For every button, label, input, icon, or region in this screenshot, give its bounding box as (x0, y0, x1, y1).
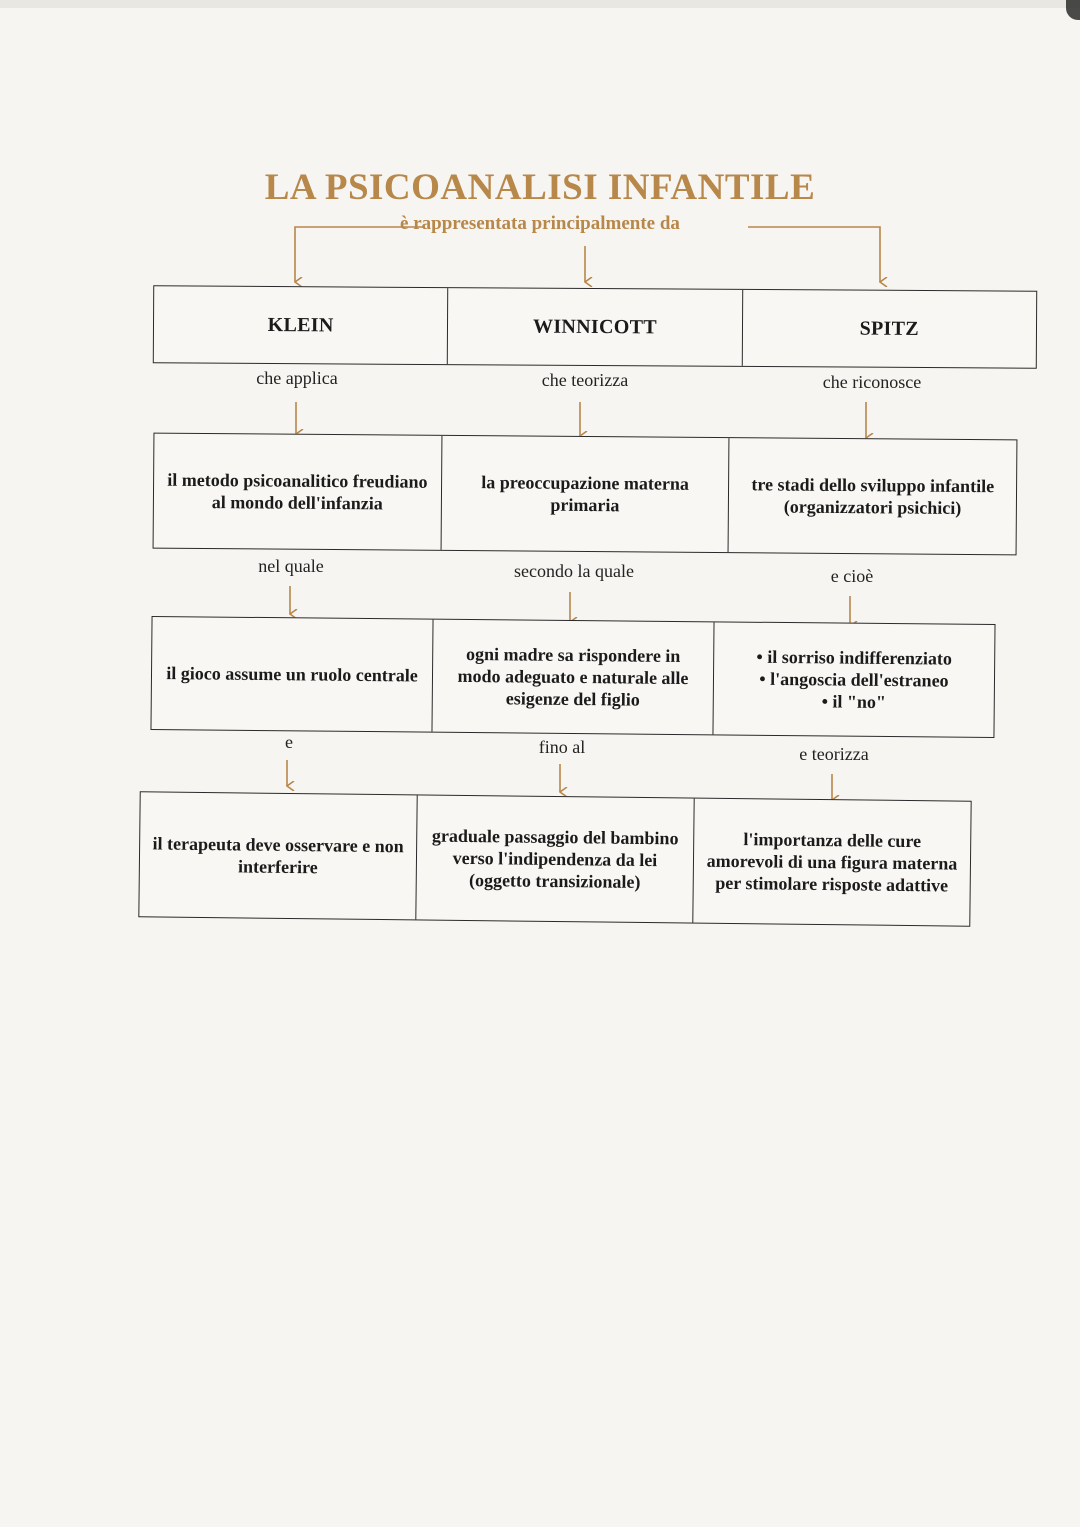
box-winnicott-1: la preoccupazione materna primaria (440, 436, 729, 552)
page-top-edge (0, 0, 1080, 8)
box-klein-1: il metodo psicoanalitico freudiano al mondo dell'infanzia (167, 469, 428, 514)
spitz-stage-2: • l'angoscia dell'estraneo (759, 668, 949, 691)
spitz-stage-3: • il "no" (821, 691, 887, 713)
conn-winnicott-3: fino al (538, 737, 586, 757)
conn-klein-3: e (285, 732, 293, 752)
conn-klein-1: che applica (256, 368, 338, 388)
conn-spitz-2: e cioè (830, 566, 874, 586)
conn-spitz-3: e teorizza (799, 744, 869, 764)
row-level-1 (153, 433, 1018, 556)
diagram-title: LA PSICOANALISI INFANTILE (264, 167, 816, 208)
top-bracket (295, 227, 880, 282)
box-klein-3: il terapeuta deve osservare e non interferire (152, 833, 404, 878)
box-winnicott-3: graduale passaggio del bambino verso l'indipendenza da lei (oggetto transizionale) (415, 795, 693, 922)
conn-klein-2: nel quale (258, 556, 324, 576)
spitz-stage-1: • il sorriso indifferenziato (756, 646, 953, 669)
diagram-subtitle: è rappresentata principalmente da (400, 213, 680, 234)
conn-spitz-1: che riconosce (822, 372, 922, 392)
conn-winnicott-2: secondo la quale (514, 561, 634, 581)
box-spitz-3: l'importanza delle cure amorevoli di una figura materna per stimolare risposte adattive (692, 799, 970, 926)
name-spitz: SPITZ (741, 290, 1036, 368)
name-klein: KLEIN (267, 314, 334, 337)
box-klein-2: il gioco assume un ruolo centrale (166, 663, 418, 686)
row-names (153, 285, 1037, 368)
row-level-2 (150, 616, 995, 738)
page-corner (1066, 0, 1080, 20)
name-winnicott: WINNICOTT (447, 288, 742, 366)
conn-winnicott-1: che teorizza (541, 370, 629, 390)
box-winnicott-2: ogni madre sa rispondere in modo adeguato e naturale alle esigenze del figlio (431, 620, 713, 735)
box-spitz-1: tre stadi dello sviluppo infantile (organizzatori psichici) (728, 438, 1017, 554)
row-level-3 (138, 791, 971, 926)
box-spitz-2 (712, 622, 994, 737)
